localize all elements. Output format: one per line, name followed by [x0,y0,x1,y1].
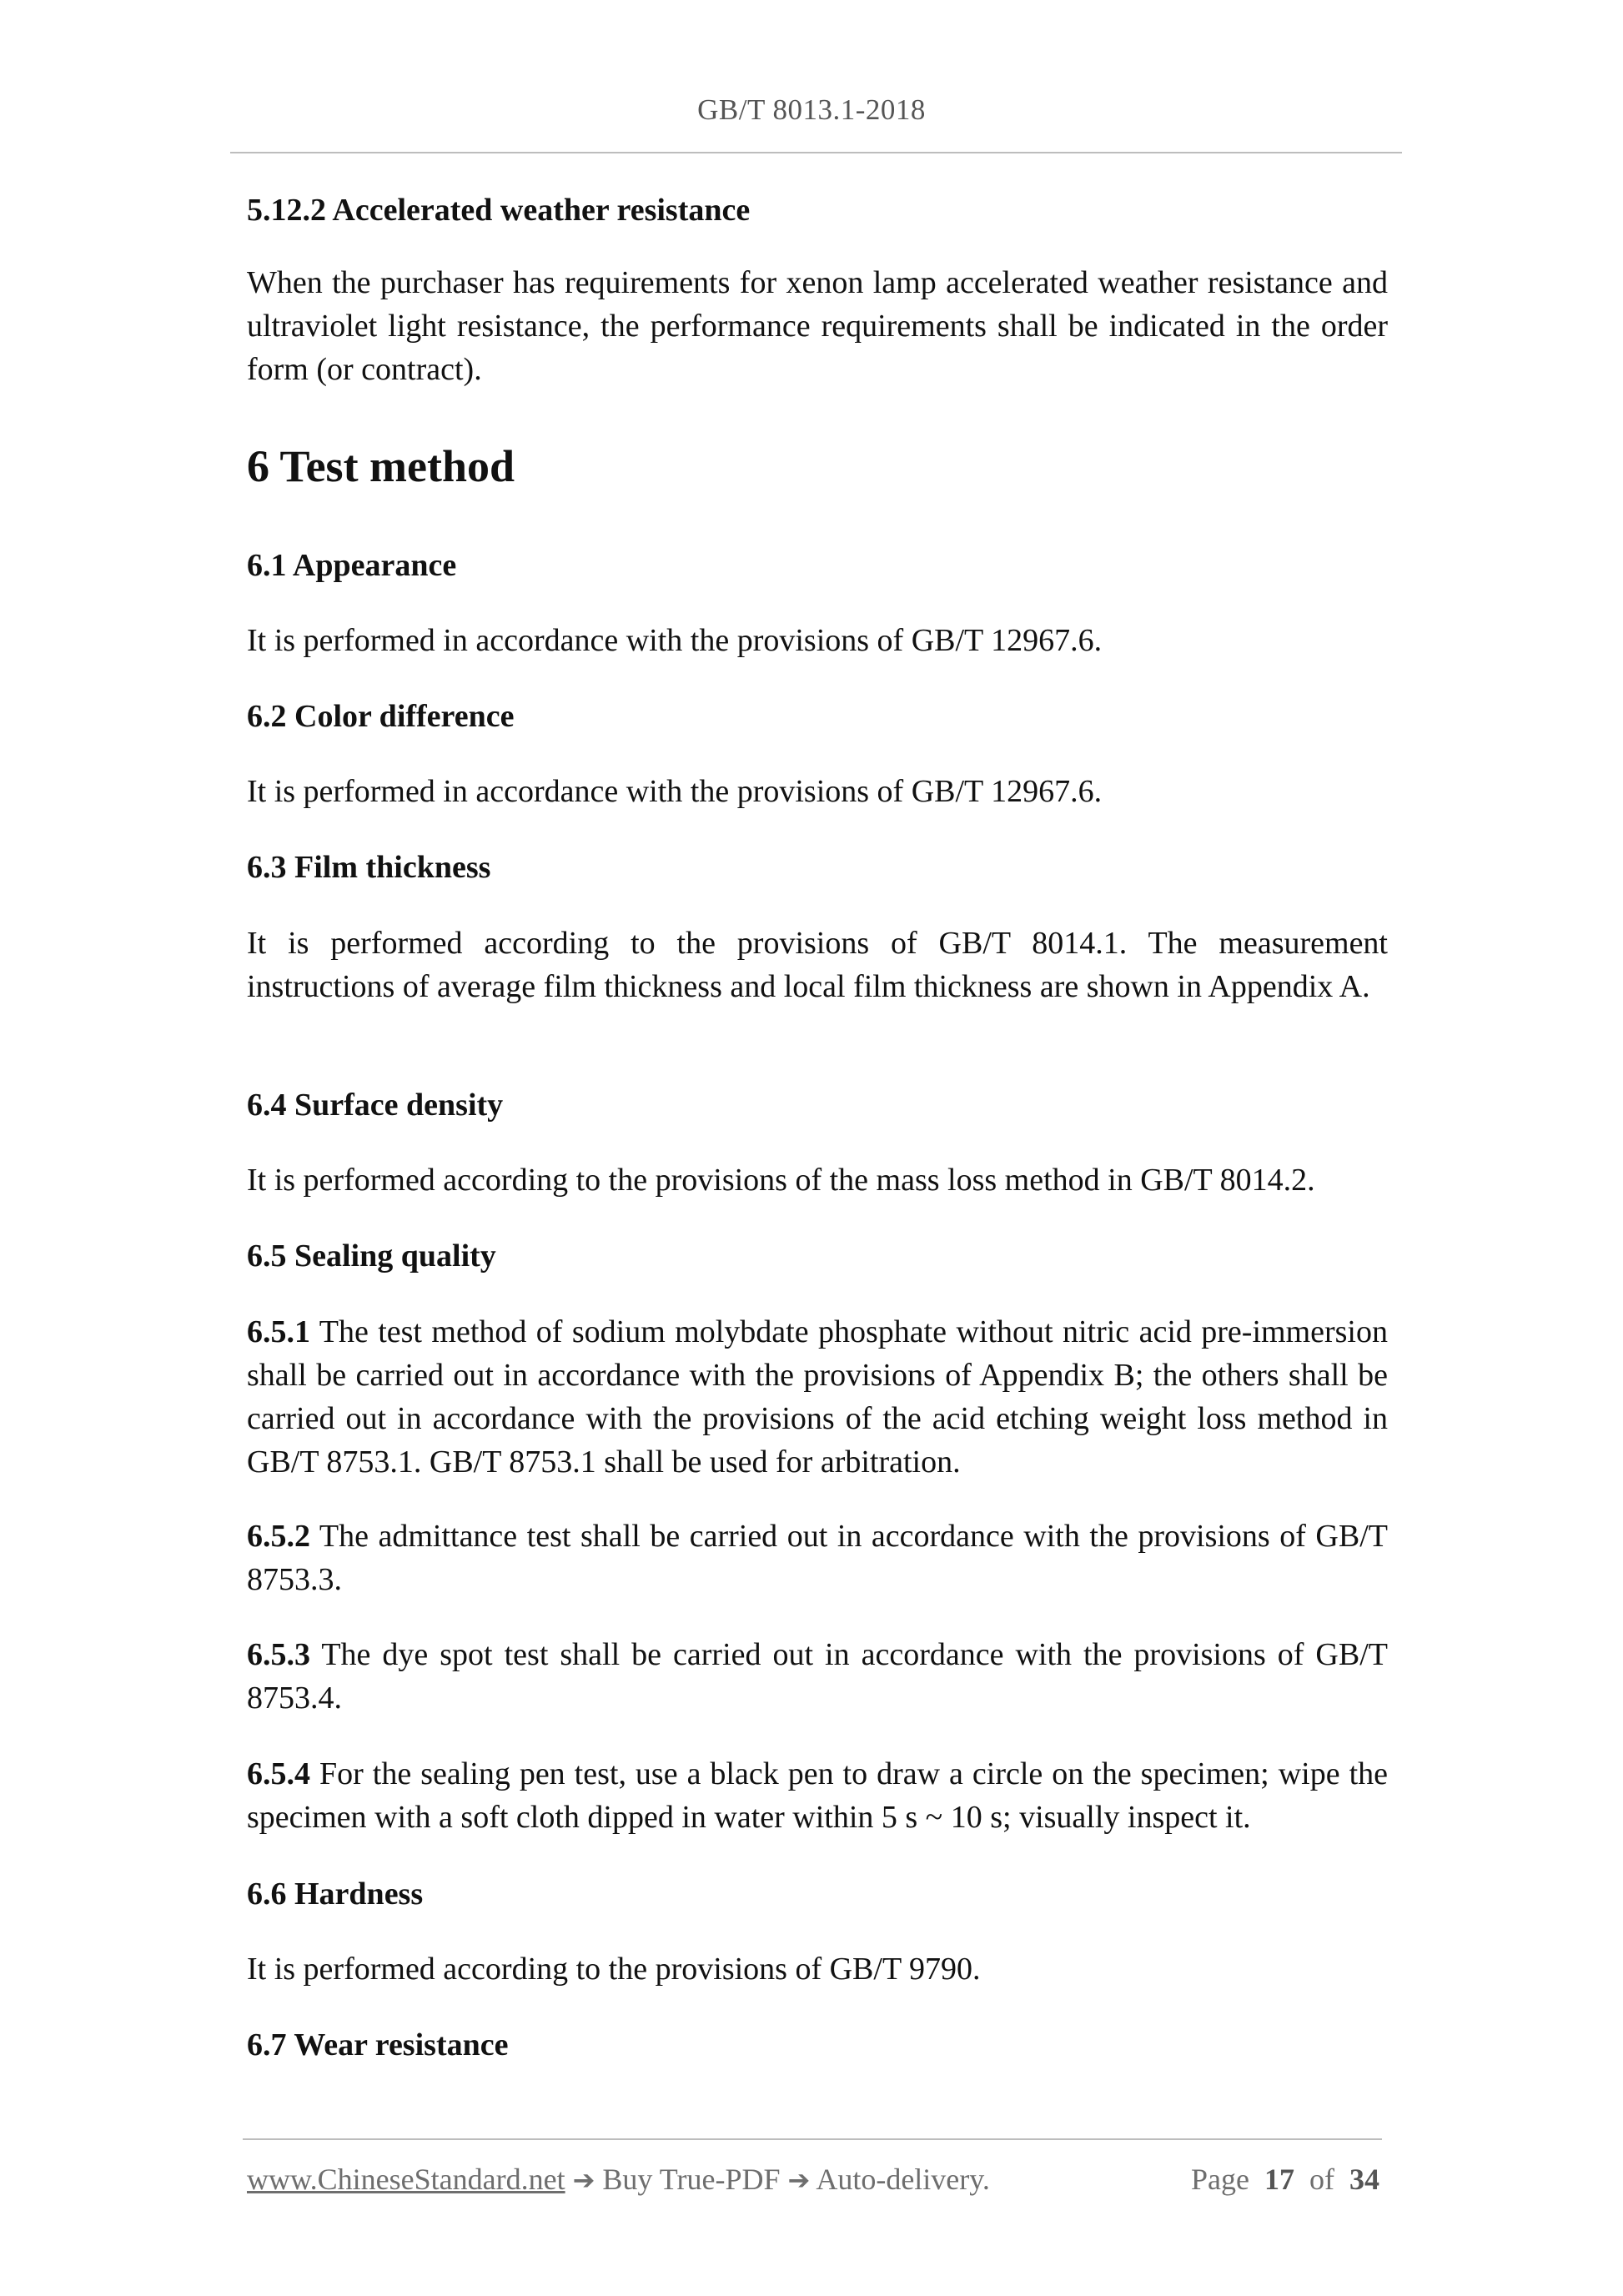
website-link[interactable]: www.ChineseStandard.net [247,2163,565,2196]
paragraph-6-6: It is performed according to the provisions of GB/T 9790. [247,1952,981,1987]
clause-number: 6.5.1 [247,1314,310,1349]
section-heading-6-3: 6.3 Film thickness [247,850,491,885]
paragraph-5-12-2: When the purchaser has requirements for xenon lamp accelerated weather resistance and ultraviolet light resistance, the performance requirements shall be indicated in the order form (or contract). [247,265,1388,387]
auto-delivery-text: Auto-delivery. [816,2163,990,2196]
clause-6-5-2 [247,1515,1388,1601]
buy-true-pdf-link[interactable]: Buy True-PDF [602,2163,781,2196]
of-label: of [1309,2163,1334,2196]
clause-6-5-4 [247,1752,1388,1839]
paragraph-6-3: It is performed according to the provisions of GB/T 8014.1. The measurement instructions of average film thickness and local film thickness are shown in Appendix A. [247,926,1388,1004]
section-heading-6-1: 6.1 Appearance [247,548,457,583]
arrow-right-icon: ➔ [572,2164,595,2196]
clause-text: The admittance test shall be carried out in accordance with the provisions of GB/T 8753.3. [247,1519,1388,1597]
clause-text: The dye spot test shall be carried out in accordance with the provisions of GB/T 8753.4. [247,1637,1388,1716]
header-divider [230,152,1402,153]
clause-number: 6.5.3 [247,1637,310,1672]
footer-promo [247,2158,990,2201]
clause-number: 6.5.4 [247,1756,310,1791]
section-heading-6-7: 6.7 Wear resistance [247,2027,509,2062]
footer-divider [243,2138,1382,2140]
page-number [1191,2158,1379,2200]
arrow-right-icon: ➔ [787,2164,811,2196]
page-current: 17 [1264,2163,1294,2196]
clause-6-5-1 [247,1310,1388,1484]
section-heading-6-4: 6.4 Surface density [247,1088,504,1123]
page-footer [247,2158,1379,2200]
page-total: 34 [1349,2163,1379,2196]
section-heading-6-2: 6.2 Color difference [247,699,515,734]
clause-text: For the sealing pen test, use a black pen to draw a circle on the specimen; wipe the specimen with a soft cloth dipped in water within 5 s ~ 10 s; visually inspect it. [247,1756,1388,1835]
page-header: GB/T 8013.1-2018 [697,93,926,126]
page-label: Page [1191,2163,1249,2196]
clause-number: 6.5.2 [247,1519,310,1554]
clause-6-5-3 [247,1633,1388,1720]
section-heading-5-12-2: 5.12.2 Accelerated weather resistance [247,193,751,228]
paragraph-6-4: It is performed according to the provisions of the mass loss method in GB/T 8014.2. [247,1163,1315,1198]
chapter-heading-6: 6 Test method [247,441,515,491]
section-heading-6-6: 6.6 Hardness [247,1876,424,1912]
clause-text: The test method of sodium molybdate phosphate without nitric acid pre-immersion shall be carried out in accordance with the provisions of Appendix B; the others shall be carried out in accordance with the provisions of the acid etching weight loss method in GB/T 8753.1. GB/T 8753.1 shall be used for arbitration. [247,1314,1388,1480]
section-heading-6-5: 6.5 Sealing quality [247,1238,496,1274]
paragraph-6-2: It is performed in accordance with the provisions of GB/T 12967.6. [247,774,1103,809]
paragraph-6-1: It is performed in accordance with the provisions of GB/T 12967.6. [247,623,1103,658]
